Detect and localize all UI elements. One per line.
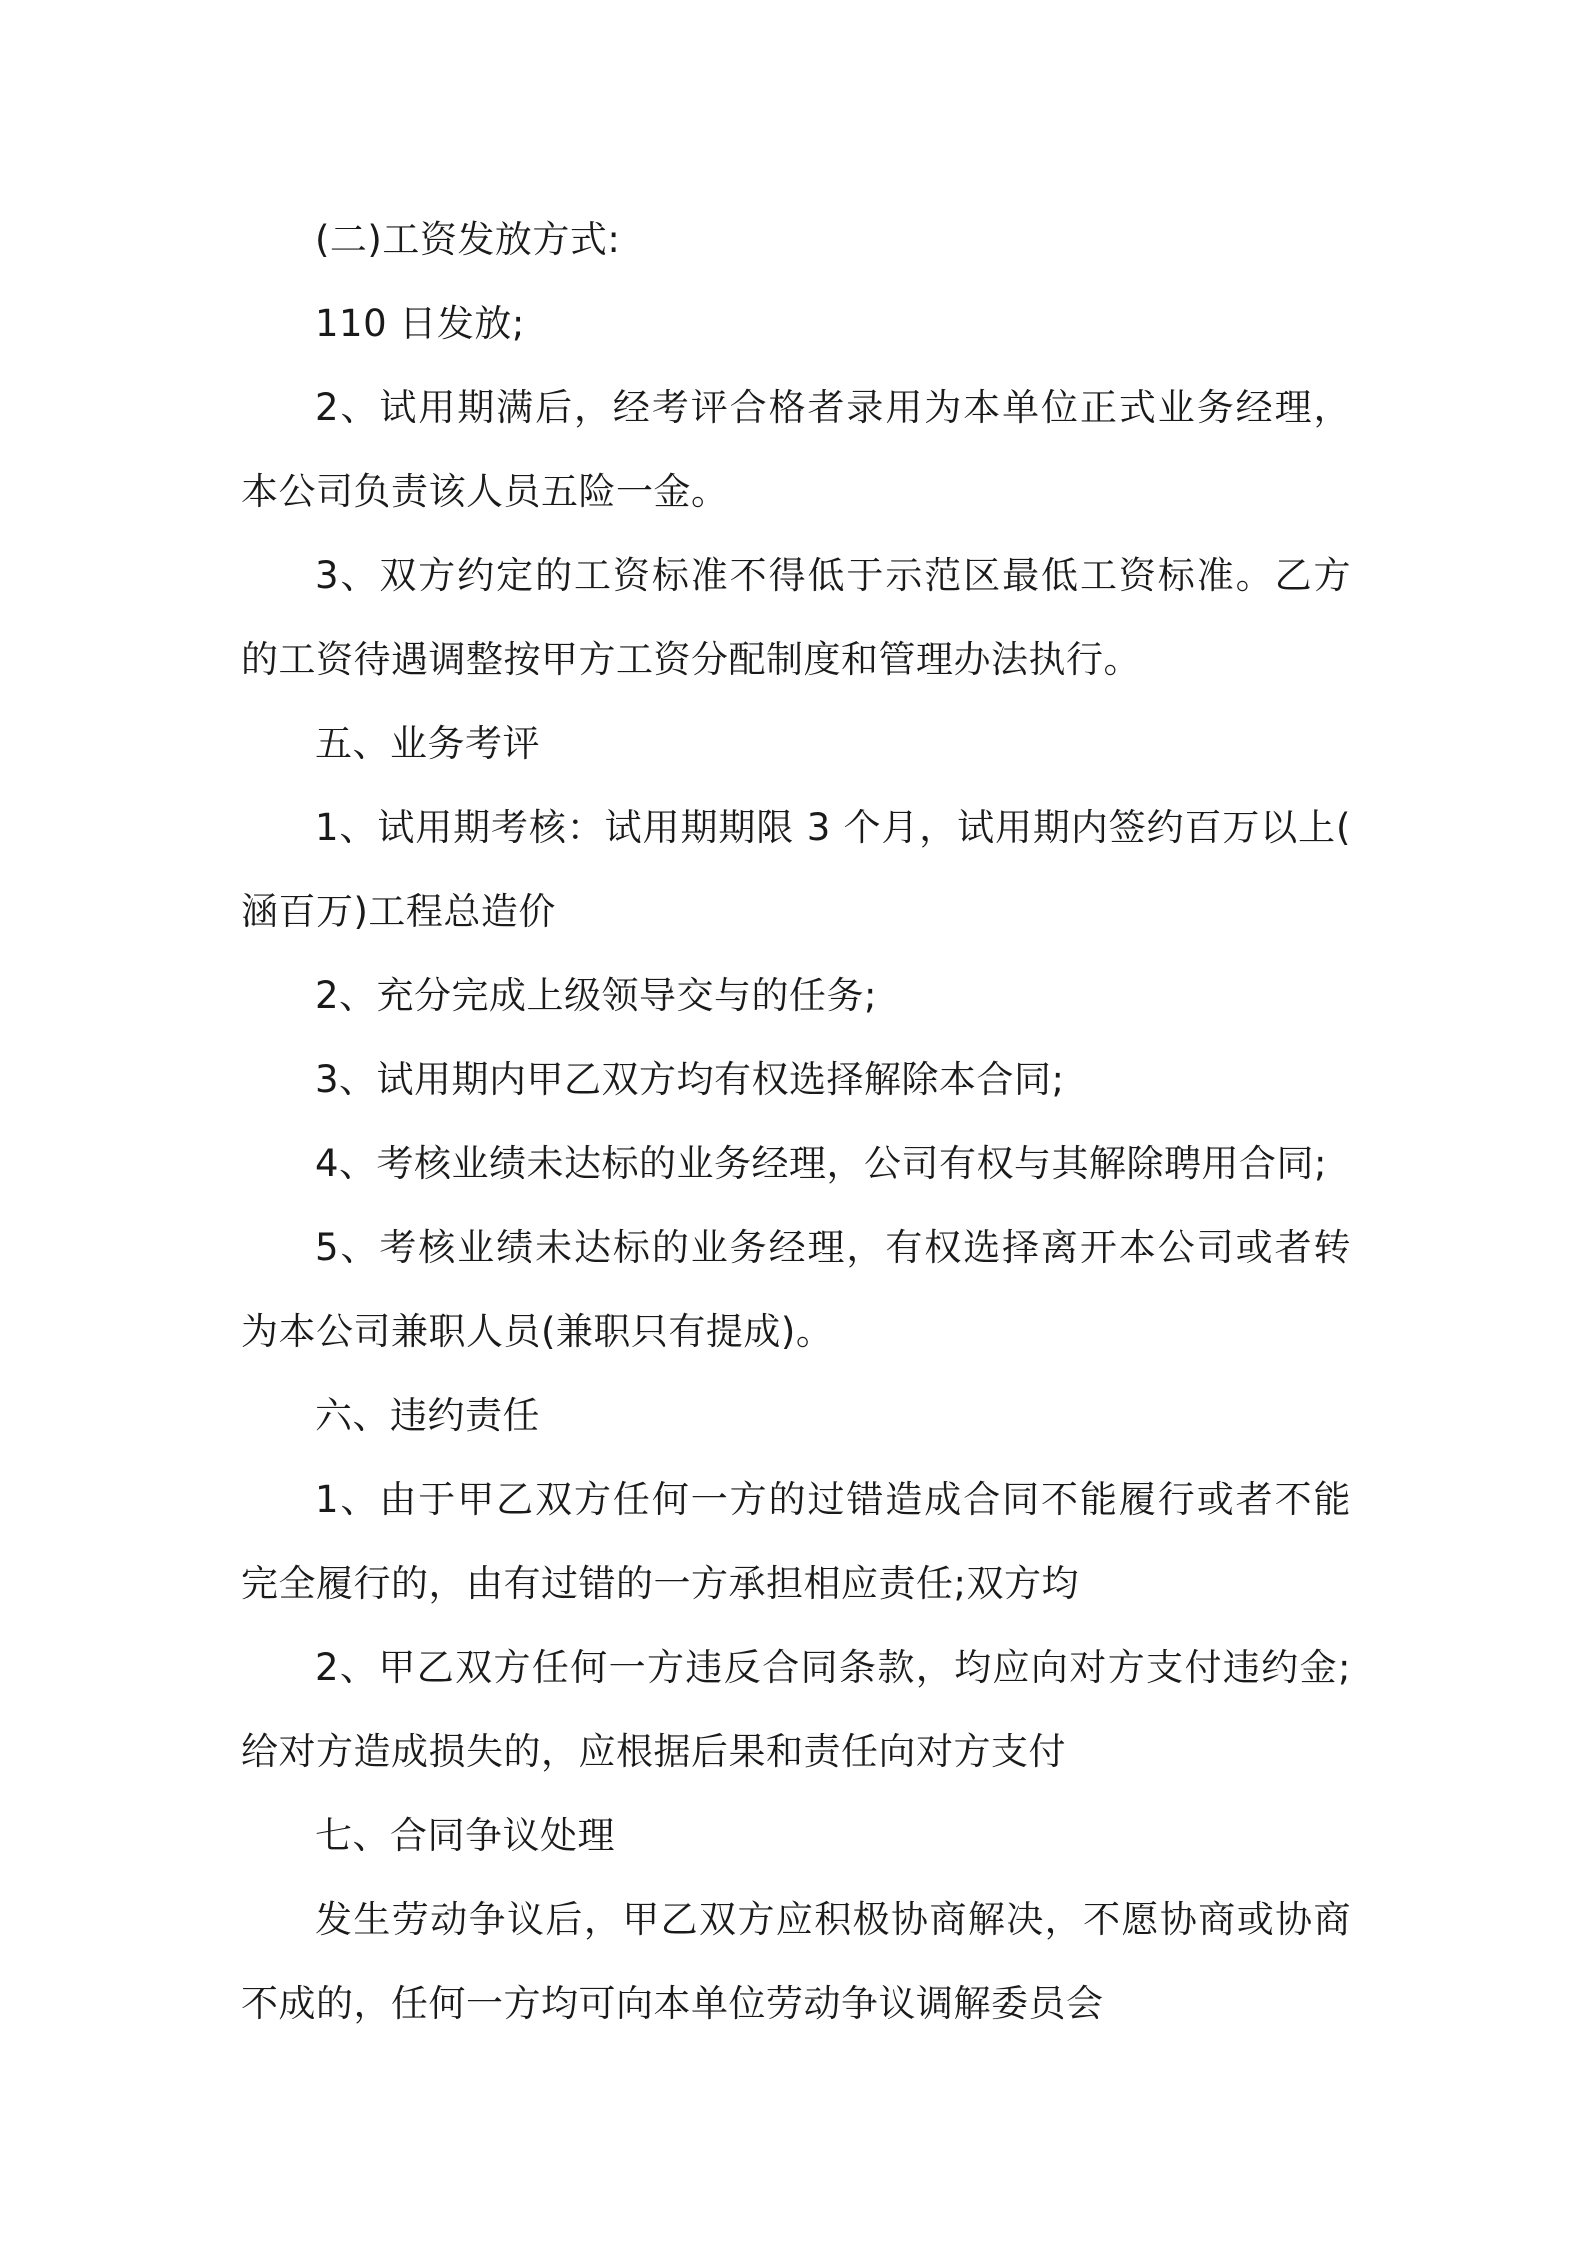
clause-fault-liability: 1、由于甲乙双方任何一方的过错造成合同不能履行或者不能完全履行的，由有过错的一方承担相应责任;双方均: [241, 1478, 1351, 1605]
clause-probation-completion: 2、试用期满后，经考评合格者录用为本单位正式业务经理，本公司负责该人员五险一金。: [241, 386, 1351, 513]
section-heading-breach-liability: 六、违约责任: [315, 1394, 540, 1437]
clause-liquidated-damages: 2、甲乙双方任何一方违反合同条款，均应向对方支付违约金;给对方造成损失的，应根据后果和责任向对方支付: [241, 1646, 1351, 1773]
section-heading-performance-review: 五、业务考评: [315, 722, 540, 765]
clause-complete-tasks: 2、充分完成上级领导交与的任务;: [315, 974, 878, 1017]
document-body: [241, 198, 1351, 2046]
clause-dispute-mediation: 发生劳动争议后，甲乙双方应积极协商解决，不愿协商或协商不成的，任何一方均可向本单位劳动争议调解委员会: [241, 1898, 1351, 2025]
salary-payment-heading: (二)工资发放方式:: [315, 218, 621, 261]
salary-payment-date: 110 日发放;: [315, 302, 525, 345]
clause-salary-standard: 3、双方约定的工资标准不得低于示范区最低工资标准。乙方的工资待遇调整按甲方工资分配制度和管理办法执行。: [241, 554, 1351, 681]
clause-probation-assessment: 1、试用期考核：试用期期限 3 个月，试用期内签约百万以上(涵百万)工程总造价: [241, 806, 1351, 933]
clause-employee-options: 5、考核业绩未达标的业务经理，有权选择离开本公司或者转为本公司兼职人员(兼职只有提成)。: [241, 1226, 1351, 1353]
section-heading-dispute-resolution: 七、合同争议处理: [315, 1814, 615, 1857]
clause-company-termination: 4、考核业绩未达标的业务经理，公司有权与其解除聘用合同;: [315, 1142, 1328, 1185]
clause-right-to-terminate: 3、试用期内甲乙双方均有权选择解除本合同;: [315, 1058, 1065, 1101]
